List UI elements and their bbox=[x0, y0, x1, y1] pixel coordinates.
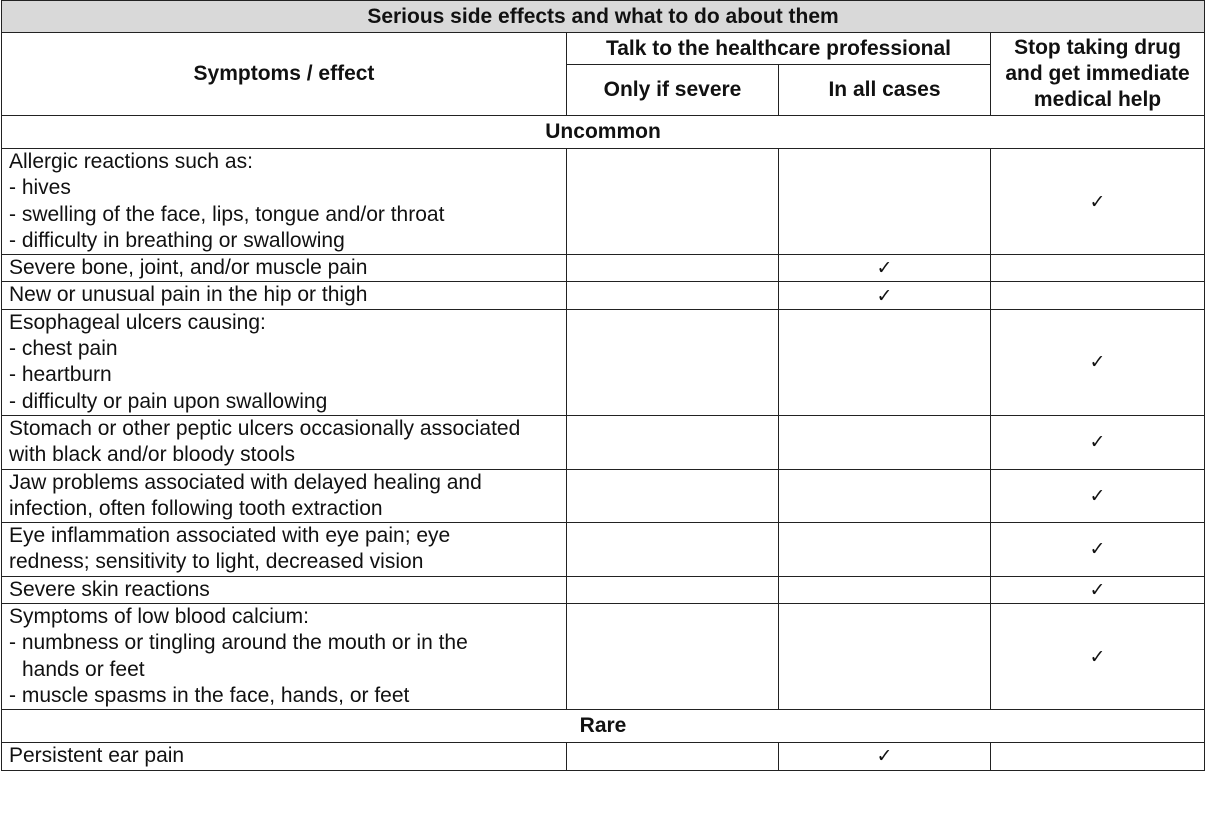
table-row bbox=[2, 255, 1205, 282]
header-stop-line: Stop taking drug bbox=[1014, 36, 1181, 59]
only-if-severe-cell bbox=[567, 309, 779, 415]
table-row bbox=[2, 309, 1205, 415]
symptom-line: hands or feet bbox=[22, 657, 145, 681]
header-stop-line: and get immediate bbox=[1005, 62, 1190, 85]
table-row bbox=[2, 149, 1205, 255]
check-mark-icon: ✓ bbox=[1089, 578, 1106, 601]
stop-taking-cell bbox=[991, 415, 1205, 469]
symptom-line: with black and/or bloody stools bbox=[9, 443, 295, 467]
only-if-severe-cell bbox=[567, 282, 779, 309]
section-label: Rare bbox=[2, 710, 1205, 743]
table-row bbox=[2, 743, 1205, 770]
section-row bbox=[2, 710, 1205, 743]
table-row bbox=[2, 415, 1205, 469]
symptom-line: - numbness or tingling around the mouth or in the bbox=[9, 631, 468, 655]
symptom-cell bbox=[2, 523, 567, 577]
stop-taking-cell bbox=[991, 469, 1205, 523]
symptom-line: redness; sensitivity to light, decreased vision bbox=[9, 550, 424, 574]
stop-taking-cell bbox=[991, 255, 1205, 282]
only-if-severe-cell bbox=[567, 604, 779, 710]
table-row bbox=[2, 576, 1205, 603]
table-title: Serious side effects and what to do about them bbox=[2, 1, 1205, 33]
stop-taking-cell bbox=[991, 604, 1205, 710]
check-mark-icon: ✓ bbox=[1089, 484, 1106, 507]
check-mark-icon: ✓ bbox=[1089, 431, 1106, 454]
symptom-cell bbox=[2, 415, 567, 469]
check-mark-icon: ✓ bbox=[1089, 351, 1106, 374]
symptom-line: - muscle spasms in the face, hands, or feet bbox=[9, 683, 410, 707]
symptom-cell bbox=[2, 469, 567, 523]
table-body bbox=[2, 116, 1205, 771]
symptom-cell bbox=[2, 282, 567, 309]
symptom-line: Severe bone, joint, and/or muscle pain bbox=[9, 256, 368, 280]
header-symptoms: Symptoms / effect bbox=[2, 33, 567, 116]
only-if-severe-cell bbox=[567, 255, 779, 282]
symptom-cell bbox=[2, 743, 567, 770]
symptom-line: - difficulty in breathing or swallowing bbox=[9, 228, 345, 252]
in-all-cases-cell bbox=[779, 282, 991, 309]
symptom-line: - heartburn bbox=[9, 363, 112, 387]
section-row bbox=[2, 116, 1205, 149]
symptom-cell bbox=[2, 576, 567, 603]
only-if-severe-cell bbox=[567, 415, 779, 469]
check-mark-icon: ✓ bbox=[876, 745, 893, 768]
in-all-cases-cell bbox=[779, 743, 991, 770]
symptom-line: - swelling of the face, lips, tongue and/or throat bbox=[9, 202, 445, 226]
in-all-cases-cell bbox=[779, 309, 991, 415]
in-all-cases-cell bbox=[779, 576, 991, 603]
header-talk-group: Talk to the healthcare professional bbox=[567, 33, 991, 65]
only-if-severe-cell bbox=[567, 469, 779, 523]
in-all-cases-cell bbox=[779, 469, 991, 523]
in-all-cases-cell bbox=[779, 604, 991, 710]
in-all-cases-cell bbox=[779, 149, 991, 255]
table-row bbox=[2, 523, 1205, 577]
stop-taking-cell bbox=[991, 743, 1205, 770]
symptom-line: - chest pain bbox=[9, 337, 118, 361]
table-row bbox=[2, 604, 1205, 710]
in-all-cases-cell bbox=[779, 255, 991, 282]
check-mark-icon: ✓ bbox=[1089, 190, 1106, 213]
only-if-severe-cell bbox=[567, 149, 779, 255]
stop-taking-cell bbox=[991, 309, 1205, 415]
symptom-line: New or unusual pain in the hip or thigh bbox=[9, 283, 368, 307]
symptom-line: - difficulty or pain upon swallowing bbox=[9, 389, 328, 413]
symptom-line: Severe skin reactions bbox=[9, 577, 210, 601]
symptom-line: - hives bbox=[9, 176, 71, 200]
only-if-severe-cell bbox=[567, 743, 779, 770]
symptom-cell bbox=[2, 604, 567, 710]
stop-taking-cell bbox=[991, 523, 1205, 577]
check-mark-icon: ✓ bbox=[1089, 645, 1106, 668]
only-if-severe-cell bbox=[567, 576, 779, 603]
symptom-cell bbox=[2, 255, 567, 282]
in-all-cases-cell bbox=[779, 415, 991, 469]
stop-taking-cell bbox=[991, 282, 1205, 309]
side-effects-table bbox=[1, 0, 1205, 771]
symptom-line: Eye inflammation associated with eye pain; eye bbox=[9, 524, 451, 548]
symptom-line: Symptoms of low blood calcium: bbox=[9, 605, 309, 629]
check-mark-icon: ✓ bbox=[1089, 538, 1106, 561]
header-in-all-cases: In all cases bbox=[779, 65, 991, 116]
symptom-line: Jaw problems associated with delayed healing and bbox=[9, 470, 482, 494]
table-row bbox=[2, 469, 1205, 523]
only-if-severe-cell bbox=[567, 523, 779, 577]
symptom-cell bbox=[2, 149, 567, 255]
in-all-cases-cell bbox=[779, 523, 991, 577]
check-mark-icon: ✓ bbox=[876, 284, 893, 307]
section-label: Uncommon bbox=[2, 116, 1205, 149]
header-stop-line: medical help bbox=[1033, 88, 1162, 111]
symptom-line: Esophageal ulcers causing: bbox=[9, 310, 266, 334]
symptom-line: Allergic reactions such as: bbox=[9, 150, 253, 173]
table-row bbox=[2, 282, 1205, 309]
check-mark-icon: ✓ bbox=[876, 257, 893, 280]
symptom-line: Stomach or other peptic ulcers occasionally associated bbox=[9, 416, 521, 440]
header-stop-taking bbox=[991, 33, 1205, 116]
stop-taking-cell bbox=[991, 149, 1205, 255]
symptom-cell bbox=[2, 309, 567, 415]
stop-taking-cell bbox=[991, 576, 1205, 603]
symptom-line: Persistent ear pain bbox=[9, 744, 185, 768]
symptom-line: infection, often following tooth extraction bbox=[9, 496, 383, 520]
header-only-if-severe: Only if severe bbox=[567, 65, 779, 116]
